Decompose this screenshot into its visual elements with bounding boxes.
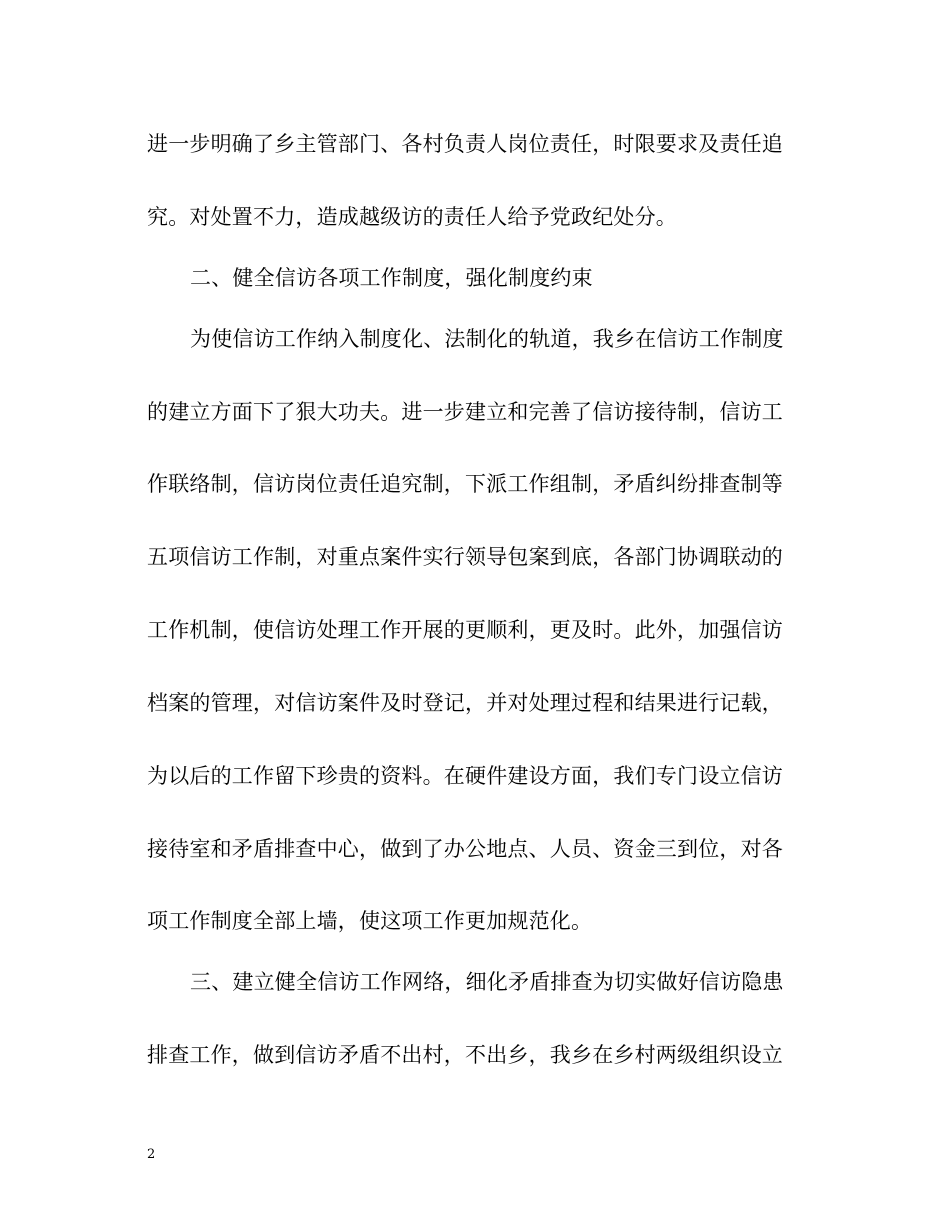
body-text-line: 工作机制，使信访处理工作开展的更顺利，更及时。此外，加强信访 <box>147 618 783 642</box>
body-text-line: 排查工作，做到信访矛盾不出村，不出乡，我乡在乡村两级组织设立 <box>147 1043 783 1067</box>
body-text-line: 接待室和矛盾排查中心，做到了办公地点、人员、资金三到位，对各 <box>147 837 783 861</box>
body-text-line: 项工作制度全部上墙，使这项工作更加规范化。 <box>147 909 593 933</box>
body-text-line: 进一步明确了乡主管部门、各村负责人岗位责任，时限要求及责任追 <box>147 132 783 156</box>
section-heading: 二、健全信访各项工作制度，强化制度约束 <box>190 266 593 290</box>
body-text-line: 的建立方面下了狠大功夫。进一步建立和完善了信访接待制，信访工 <box>147 400 783 424</box>
body-text-line: 五项信访工作制，对重点案件实行领导包案到底，各部门协调联动的 <box>147 545 783 569</box>
body-text-line: 为以后的工作留下珍贵的资料。在硬件建设方面，我们专门设立信访 <box>147 764 783 788</box>
body-text-line: 究。对处置不力，造成越级访的责任人给予党政纪处分。 <box>147 205 677 229</box>
body-text-line: 作联络制，信访岗位责任追究制，下派工作组制，矛盾纠纷排查制等 <box>147 472 783 496</box>
section-heading: 三、建立健全信访工作网络，细化矛盾排查为切实做好信访隐患 <box>190 970 784 994</box>
body-text-line: 档案的管理，对信访案件及时登记，并对处理过程和结果进行记载， <box>147 691 783 715</box>
body-text-line: 为使信访工作纳入制度化、法制化的轨道，我乡在信访工作制度 <box>190 327 784 351</box>
page-number: 2 <box>147 1147 156 1162</box>
